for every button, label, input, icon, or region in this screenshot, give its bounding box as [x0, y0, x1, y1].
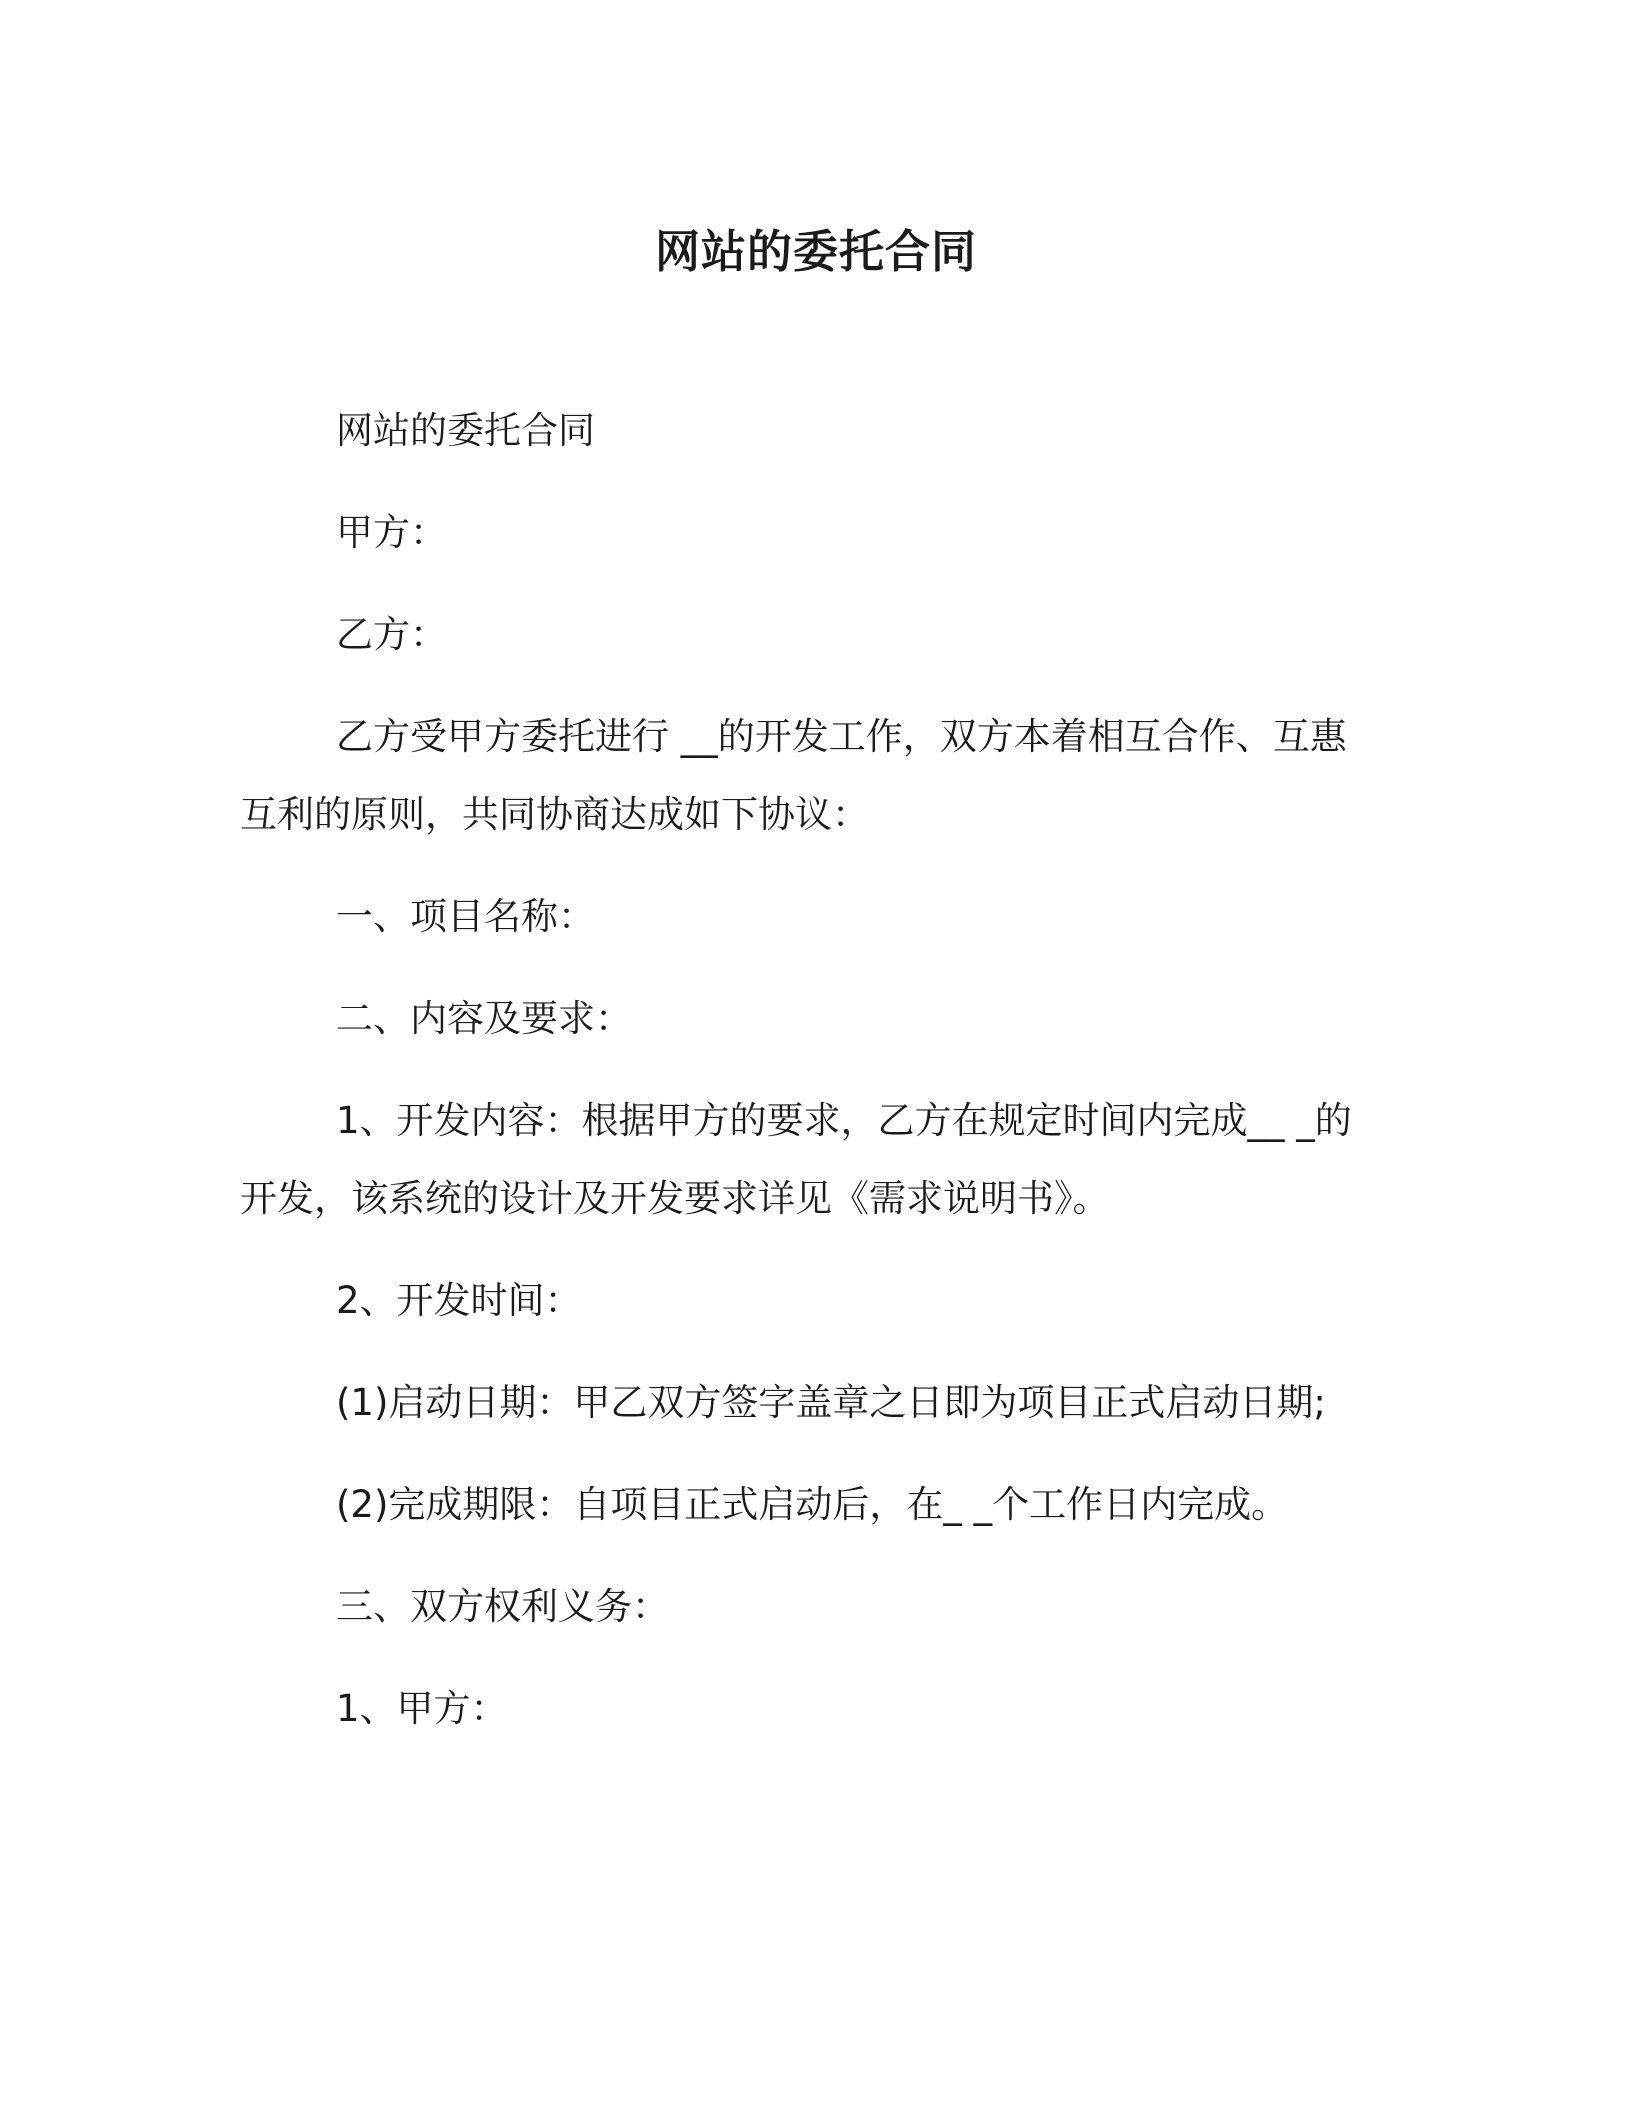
paragraph-party-a-duties: 1、甲方： — [336, 1687, 508, 1730]
paragraph-party-b: 乙方： — [336, 613, 447, 656]
paragraph-section-1: 一、项目名称： — [336, 895, 595, 938]
paragraph-start-date: (1)启动日期：甲乙双方签字盖章之日即为项目正式启动日期; — [336, 1381, 1326, 1424]
paragraph-dev-content: 1、开发内容：根据甲方的要求，乙方在规定时间内完成__ _的开发，该系统的设计及开发要求详见《需求说明书》。 — [240, 1099, 1352, 1220]
paragraph-subtitle: 网站的委托合同 — [336, 409, 595, 452]
document-body — [240, 392, 1360, 1772]
paragraph-dev-time: 2、开发时间： — [336, 1279, 582, 1322]
paragraph-section-2: 二、内容及要求： — [336, 997, 632, 1040]
paragraph-party-a: 甲方： — [336, 511, 447, 554]
document-title: 网站的委托合同 — [654, 225, 977, 278]
paragraph-section-3: 三、双方权利义务： — [336, 1585, 669, 1628]
paragraph-deadline: (2)完成期限：自项目正式启动后，在_ _个工作日内完成。 — [336, 1483, 1289, 1526]
paragraph-preamble: 乙方受甲方委托进行 __的开发工作，双方本着相互合作、互惠互利的原则，共同协商达成如下协议： — [240, 715, 1347, 836]
